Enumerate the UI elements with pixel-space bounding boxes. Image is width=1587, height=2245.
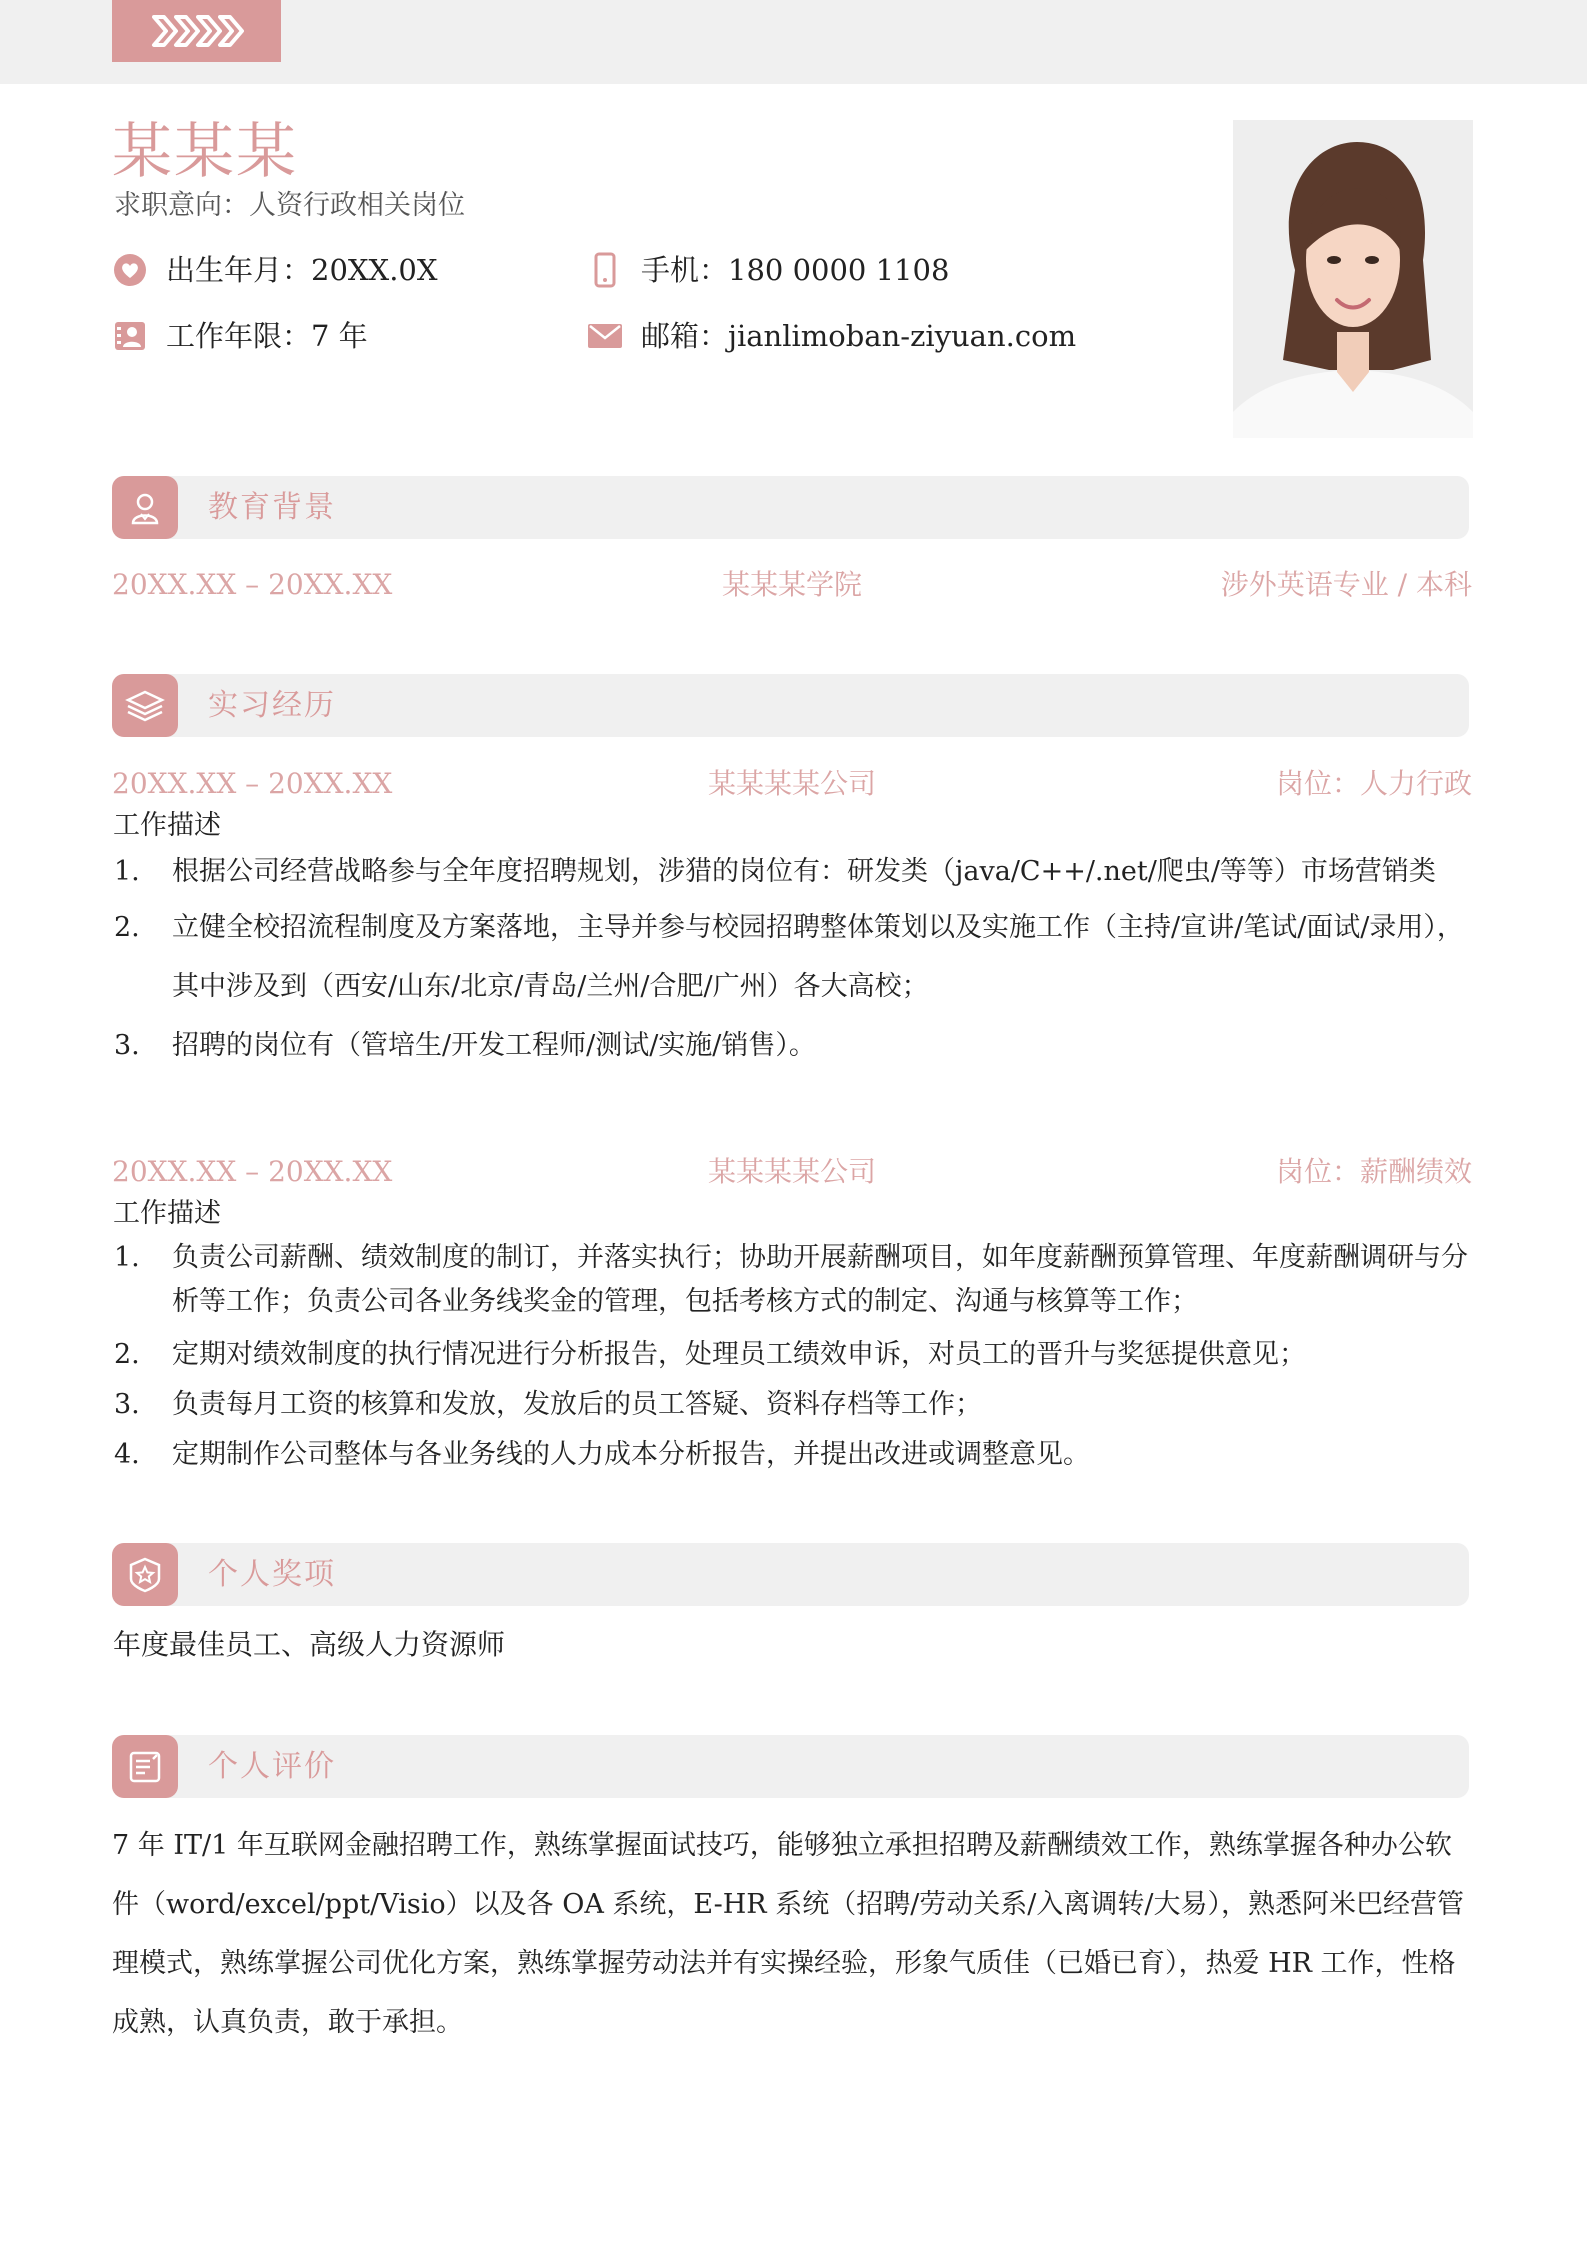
user-card-icon: [112, 318, 148, 354]
education-date: 20XX.XX – 20XX.XX: [112, 568, 393, 601]
list-item: 1. 根据公司经营战略参与全年度招聘规划，涉猎的岗位有：研发类（java/C++/.net/爬虫/等等）市场营销类: [114, 856, 1436, 887]
graduate-icon: [112, 476, 178, 539]
awards-title: 个人奖项: [208, 1557, 336, 1592]
email-info: [587, 316, 1076, 356]
star-badge-icon: [112, 1543, 178, 1606]
list-item: 3. 负责每月工资的核算和发放，发放后的员工答疑、资料存档等工作；: [114, 1389, 982, 1420]
list-item: 4. 定期制作公司整体与各业务线的人力成本分析报告，并提出改进或调整意见。: [114, 1439, 1090, 1470]
job-desc-label: 工作描述: [113, 810, 221, 841]
phone-info: [587, 250, 949, 290]
top-band: [0, 0, 1587, 84]
list-item: 2. 定期对绩效制度的执行情况进行分析报告，处理员工绩效申诉，对员工的晋升与奖惩提供意见；: [114, 1339, 1306, 1370]
job-date: 20XX.XX – 20XX.XX: [112, 767, 393, 800]
envelope-icon: [587, 318, 623, 354]
years-info: [112, 316, 368, 356]
internship-title: 实习经历: [208, 688, 336, 723]
internship-header: [112, 674, 1469, 737]
phone-icon: [587, 252, 623, 288]
birth-info: [112, 250, 438, 290]
job-position: 岗位：人力行政: [1275, 767, 1472, 800]
education-row: [112, 565, 1472, 605]
job-duties: [112, 1236, 1472, 1480]
job-row: [112, 764, 1472, 804]
job-desc-label: 工作描述: [113, 1198, 221, 1229]
job-row: [112, 1152, 1472, 1192]
awards-header: [112, 1543, 1469, 1606]
chevron-right-icon: [150, 14, 244, 48]
email-text: 邮箱：jianlimoban-ziyuan.com: [641, 319, 1077, 353]
list-item: 2. 立健全校招流程制度及方案落地，主导并参与校园招聘整体策划以及实施工作（主持/宣讲/笔试/面试/录用），其中涉及到（西安/山东/北京/青岛/兰州/合肥/广州）各大高校；: [114, 912, 1464, 1002]
job-duties: [112, 848, 1472, 1075]
education-school: 某某某学院: [721, 568, 862, 601]
candidate-name: 某某某: [112, 117, 298, 187]
profile-photo: [1233, 120, 1473, 438]
job-position: 岗位：薪酬绩效: [1275, 1155, 1472, 1188]
job-company: 某某某某公司: [707, 1155, 876, 1188]
evaluation-title: 个人评价: [208, 1749, 336, 1784]
evaluation-header: [112, 1735, 1469, 1798]
list-item: 1. 负责公司薪酬、绩效制度的制订，并落实执行；协助开展薪酬项目，如年度薪酬预算管理、年度薪酬调研与分析等工作；负责公司各业务线奖金的管理，包括考核方式的制定、沟通与核算等工作；: [114, 1242, 1468, 1317]
heart-icon: [112, 252, 148, 288]
list-item: 3. 招聘的岗位有（管培生/开发工程师/测试/实施/销售）。: [114, 1030, 816, 1061]
job-date: 20XX.XX – 20XX.XX: [112, 1155, 393, 1188]
document-icon: [112, 1735, 178, 1798]
education-major: 涉外英语专业 / 本科: [1220, 568, 1472, 601]
phone-text: 手机：180 0000 1108: [641, 253, 950, 287]
education-header: [112, 476, 1469, 539]
chevrons-decoration: [112, 0, 281, 62]
job-company: 某某某某公司: [707, 767, 876, 800]
awards-text: 年度最佳员工、高级人力资源师: [113, 1628, 506, 1661]
birth-text: 出生年月：20XX.0X: [166, 253, 438, 287]
job-intent: 求职意向：人资行政相关岗位: [114, 190, 465, 221]
education-title: 教育背景: [208, 490, 336, 525]
evaluation-text: 7 年 IT/1 年互联网金融招聘工作，熟练掌握面试技巧，能够独立承担招聘及薪酬绩效工作，熟练掌握各种办公软件（word/excel/ppt/Visio）以及各 OA 系统，E-HR 系统（招聘/劳动关系/入离调转/大易），熟悉阿米巴经营管理模式，熟练掌握公司优化方案，熟练掌握劳动法并有实操经验，形象气质佳（已婚已育），热爱 HR 工作，性格成熟，认真负责，敢于承担。: [112, 1830, 1464, 2038]
layers-icon: [112, 674, 178, 737]
years-text: 工作年限：7 年: [166, 319, 368, 353]
